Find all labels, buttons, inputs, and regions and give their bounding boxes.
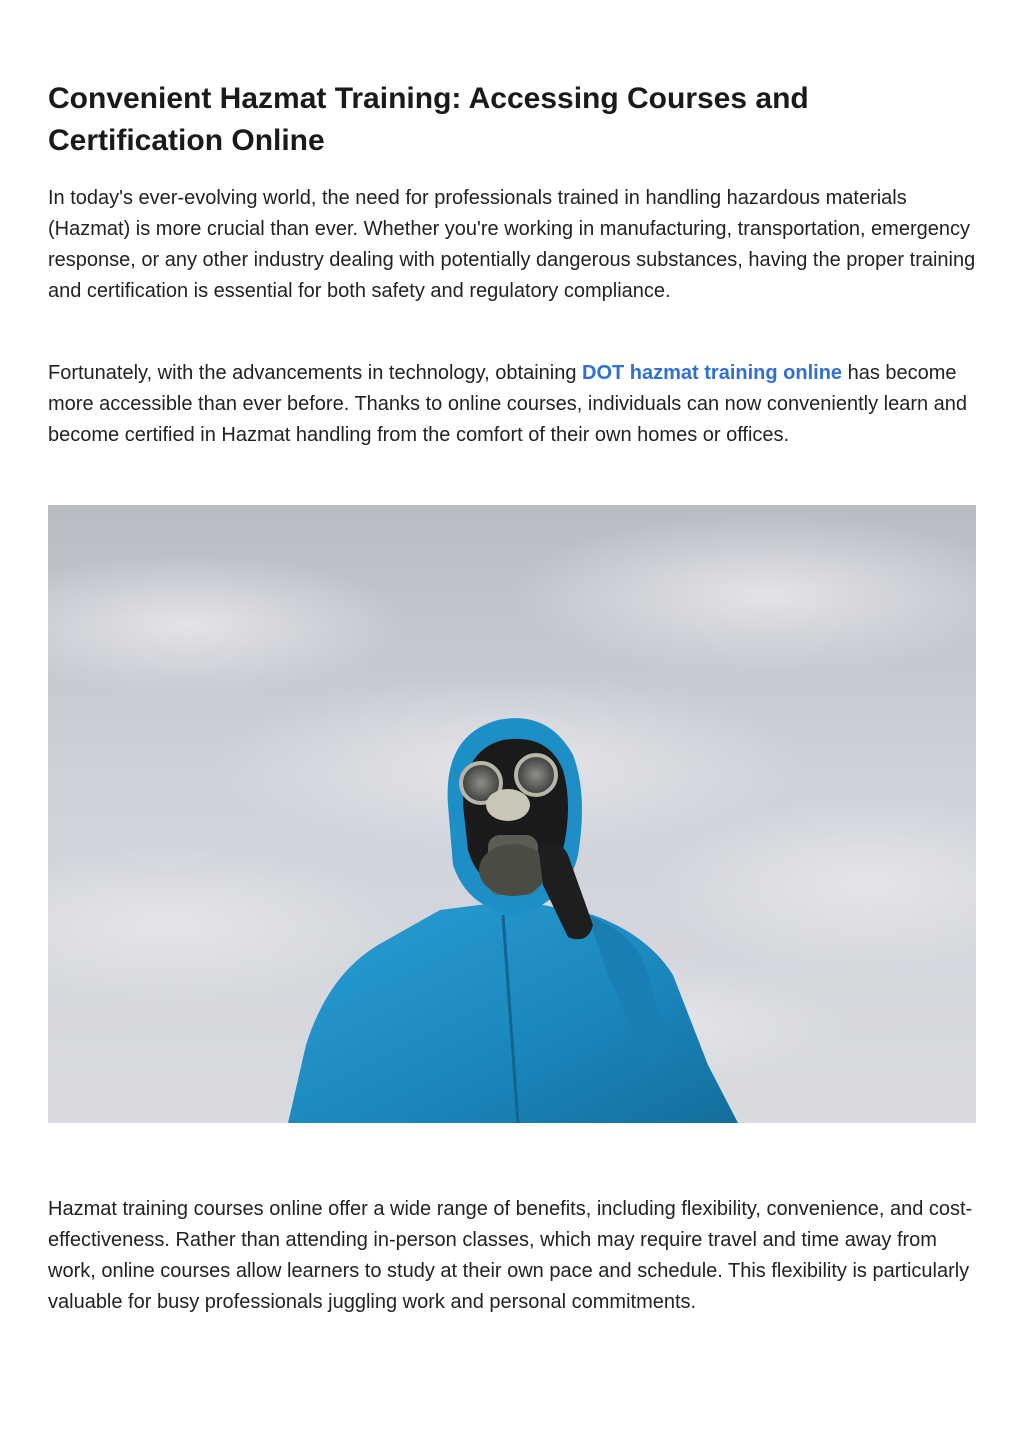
paragraph-text-after-link: has become more accessible than ever before. Thanks to online courses, individuals can now conveniently learn and become certified in Hazmat handling from the comfort of their own homes or offices. bbox=[48, 362, 968, 446]
hazmat-suit-photo bbox=[48, 505, 976, 1123]
intro-paragraph: In today's ever-evolving world, the need for professionals trained in handling hazardous materials (Hazmat) is more crucial than ever. Whether you're working in manufacturing, transportation, emergency response, or any other industry dealing with potentially dangerous substances, having the proper training and certification is essential for both safety and regulatory compliance. bbox=[48, 187, 976, 302]
benefits-paragraph: Hazmat training courses online offer a wide range of benefits, including flexibility, convenience, and cost-effectiveness. Rather than attending in-person classes, which may require travel and time away from work, online courses allow learners to study at their own pace and schedule. This flexibility is particularly valuable for busy professionals juggling work and personal commitments. bbox=[48, 1198, 973, 1313]
second-paragraph bbox=[48, 358, 976, 451]
dot-hazmat-training-link[interactable]: DOT hazmat training online bbox=[582, 362, 843, 384]
article-title: Convenient Hazmat Training: Accessing Courses and Certification Online bbox=[48, 82, 809, 157]
paragraph-text-before-link: Fortunately, with the advancements in technology, obtaining bbox=[48, 362, 583, 384]
